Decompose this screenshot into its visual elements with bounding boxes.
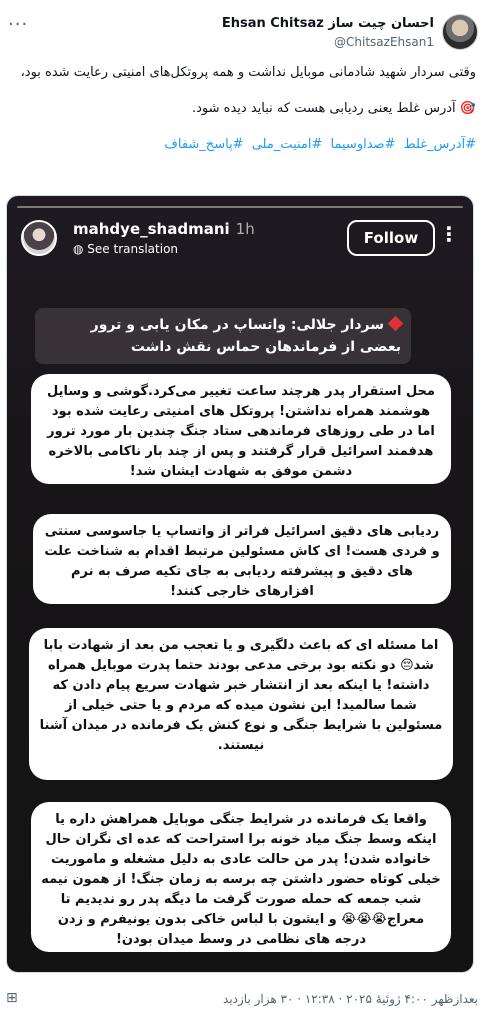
story-paragraph-1: محل استقرار پدر هرچند ساعت تغییر می‌کرد.گوشی و وسایل هوشمند همراه نداشتن! پروتکل های امنیتی رعایت شده بود اما در طی روزهای فرماندهی ستاد جنگ چندین بار مورد ترور هدفمند اسرائیل قرار گرفتند و پس از چند بار ناکامی بالاخره دشمن موفق به شهادت ایشان شد! <box>31 374 451 484</box>
tweet-text-line2: 🎯 آدرس غلط یعنی ردیابی هست که نباید دیده شود. <box>191 101 476 116</box>
hashtag-link[interactable]: #آدرس_غلط <box>403 137 476 152</box>
tweet-body <box>10 62 476 170</box>
more-options-icon[interactable]: ··· <box>8 14 29 35</box>
tweet-header <box>0 14 486 54</box>
story-username-row <box>73 220 255 238</box>
tweet-footer <box>6 990 478 1010</box>
hashtag-link[interactable]: #صداوسیما <box>330 137 396 152</box>
author-handle[interactable]: @ChitsazEhsan1 <box>334 35 434 49</box>
author-block[interactable] <box>222 16 434 49</box>
story-progress-bar <box>17 206 463 208</box>
author-name[interactable]: احسان چیت ساز Ehsan Chitsaz <box>221 16 434 31</box>
tweet-timestamp[interactable]: بعدازظهر ۴:۰۰ ژوئیهٔ ۲۰۲۵ · ۱۲:۳۸ · ۳۰ هزار بازدید <box>223 992 478 1006</box>
see-translation-label: See translation <box>87 242 179 256</box>
grok-icon[interactable]: ⊞ <box>6 990 18 1006</box>
see-translation <box>73 242 178 256</box>
story-title-text: سردار جلالی: واتساپ در مکان یابی و ترور بعضی از فرماندهان حماس نقش داشت <box>90 317 401 355</box>
author-avatar[interactable] <box>442 14 478 50</box>
story-screenshot-image[interactable] <box>6 195 474 973</box>
story-header <box>21 218 459 258</box>
hashtag-link[interactable]: #امنیت_ملی <box>251 137 323 152</box>
red-diamond-icon <box>388 316 404 332</box>
hashtag-link[interactable]: #پاسخ_شفاف <box>164 137 244 152</box>
story-paragraph-4: واقعا یک فرمانده در شرایط جنگی موبایل همراهش داره یا اینکه وسط جنگ میاد خونه برا استراحت که عده ای نگران حال خانواده شدن! پدر من حالت عادی به دلیل مشغله و ماموریت خیلی کوتاه حضور داشتن چه برسه به زمان جنگ! از همون نیمه شب جمعه که حمله صورت گرفت ما دیگه پدر رو ندیدیم تا معراج😭😭😭 و ایشون با لباس خاکی بدون یونیفرم و زدن درجه های نظامی در وسط میدان بودن! <box>31 802 451 952</box>
story-time: 1h <box>235 220 255 238</box>
story-username: mahdye_shadmani <box>73 220 230 238</box>
hashtag-list <box>10 134 476 156</box>
story-avatar <box>21 220 57 256</box>
story-more-icon: ⋮ <box>439 222 459 246</box>
story-paragraph-2: ردیابی های دقیق اسرائیل فراتر از واتساپ یا جاسوسی سنتی و فردی هست! ای کاش مسئولین مرتبط اقدام به شناخت علت های دقیق و پیشرفته ردیابی به جای تکیه صرف به نرم افزارهای خارجی کنند! <box>33 514 451 604</box>
translate-icon: ◍ <box>73 242 88 256</box>
tweet-text-line1: وقتی سردار شهید شادمانی موبایل نداشت و همه پروتکل‌های امنیتی رعایت شده بود، <box>20 65 476 80</box>
follow-button: Follow <box>347 220 435 256</box>
story-title-sticker <box>35 308 411 364</box>
story-paragraph-3: اما مسئله ای که باعث دلگیری و یا تعجب من بعد از شهادت بابا شد😔 دو نکته بود برخی مدعی بودند حتما پدرت موبایل همراه داشته! یا اینکه بعد از انتشار خبر شهادت سریع پیام دادن که شما سالمید! این نشون میده که مردم و یا حتی خیلی از مسئولین با شرایط جنگی و نوع کنش یک فرمانده در میدان آشنا نیستند. <box>29 628 453 780</box>
